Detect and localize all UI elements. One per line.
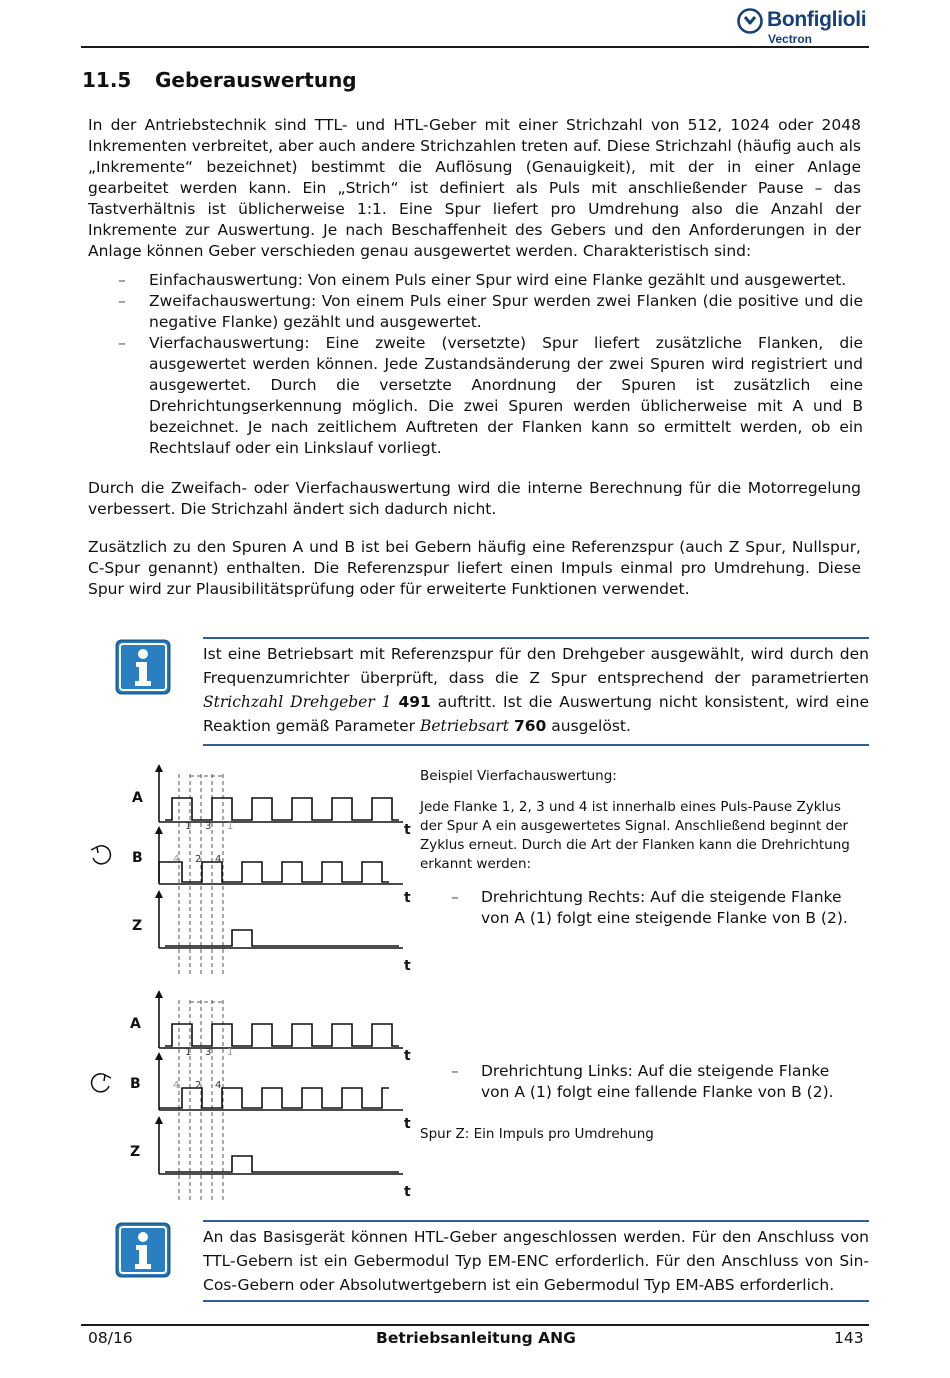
list-dash: – <box>118 334 126 352</box>
info-icon <box>115 639 171 695</box>
param-name: Betriebsart <box>419 717 510 735</box>
time-label: t <box>404 1048 411 1064</box>
footer-title: Betriebsanleitung ANG <box>376 1329 576 1347</box>
section-title: Geberauswertung <box>155 68 357 92</box>
footer-rule <box>81 1324 869 1326</box>
note-rule-bottom <box>203 1300 869 1302</box>
edge-number: 3 <box>205 1047 212 1058</box>
list-item: – Vierfachauswertung: Eine zweite (versetzte) Spur liefert zusätzliche Flanken, die ausgewertet werden können. Jede Zustandsänderung der zwei Spuren wird registriert und ausgewertet. Durch die versetzte Anordnung der Spuren ist zusätzlich eine Drehrichtungserkennung möglich. Die zwei Spuren werden üblicherweise mit A und B bezeichnet. Je nach zeitlichem Auftreten der Flanken kann so ermittelt werden, ob ein Rechtslauf oder ein Linkslauf vorliegt. <box>118 334 863 457</box>
track-z-label: Z <box>132 918 143 934</box>
edge-number: 4 <box>173 1080 180 1091</box>
note-rule-top <box>203 637 869 639</box>
brand-logo <box>735 6 875 48</box>
info-icon <box>115 1222 171 1278</box>
track-b-label: B <box>130 1076 141 1092</box>
paragraph-3: Zusätzlich zu den Spuren A und B ist bei Gebern häufig eine Referenzspur (auch Z Spur, Nullspur, C-Spur genannt) enthalten. Die Referenzspur liefert einen Impuls einmal pro Umdrehung. Diese Spur wird zur Plausibilitätsprüfung oder für erweiterte Funktionen verwendet. <box>88 538 861 598</box>
paragraph-2: Durch die Zweifach- oder Vierfachauswertung wird die interne Berechnung für die Motorregelung verbessert. Die Strichzahl ändert sich dadurch nicht. <box>88 479 861 518</box>
diagram-caption-title: Beispiel Vierfachauswertung: <box>420 768 617 784</box>
time-label: t <box>404 958 411 974</box>
edge-number: 2 <box>195 1080 202 1091</box>
track-a-label: A <box>132 790 143 806</box>
edge-number: 1 <box>227 821 234 832</box>
list-item: – Drehrichtung Links: Auf die steigende Flanke von A (1) folgt eine fallende Flanke von B (2). <box>451 1062 834 1101</box>
edge-number: 4 <box>215 854 222 865</box>
caption-z: Spur Z: Ein Impuls pro Umdrehung <box>420 1126 654 1142</box>
rotation-clockwise-icon <box>91 846 110 864</box>
brand-name: Bonfiglioli <box>767 8 867 31</box>
edge-number: 4 <box>173 854 180 865</box>
header-rule <box>81 46 869 48</box>
section-heading <box>82 68 357 92</box>
timing-group-right <box>91 768 411 974</box>
caption-right-list <box>451 887 851 929</box>
edge-number: 1 <box>227 1047 234 1058</box>
note-referenzspur: Ist eine Betriebsart mit Referenzspur für den Drehgeber ausgewählt, wird durch den Frequenzumrichter überprüft, dass die Z Spur entsprechend der parametrierten Strichzahl Drehgeber 1 491 auftritt. Ist die Auswertung nicht konsistent, wird eine Reaktion gemäß Parameter Betriebsart 760 ausgelöst. <box>203 645 869 735</box>
track-b-label: B <box>132 850 143 866</box>
timing-group-left <box>92 994 411 1200</box>
time-label: t <box>404 822 411 838</box>
brand-sub: Vectron <box>768 32 813 46</box>
time-label: t <box>404 1116 411 1132</box>
track-a-label: A <box>130 1016 141 1032</box>
note-rule-top <box>203 1220 869 1222</box>
edge-number: 3 <box>205 821 212 832</box>
section-number: 11.5 <box>82 68 132 92</box>
edge-number: 4 <box>215 1080 222 1091</box>
list-item: – Drehrichtung Rechts: Auf die steigende Flanke von A (1) folgt eine steigende Flanke von B (2). <box>451 888 848 927</box>
diagram-caption-body: Jede Flanke 1, 2, 3 und 4 ist innerhalb eines Puls-Pause Zyklus der Spur A ein ausgewertetes Signal. Anschließend beginnt der Zyklus erneut. Durch die Art der Flanken kann die Drehrichtung erkannt werden: <box>420 799 850 872</box>
list-dash: – <box>451 1062 459 1080</box>
note-rule-bottom <box>203 744 869 746</box>
time-label: t <box>404 890 411 906</box>
param-number: 491 <box>398 693 431 711</box>
list-dash: – <box>451 888 459 906</box>
list-dash: – <box>118 271 126 289</box>
edge-number: 1 <box>185 1047 192 1058</box>
note-geber-module: An das Basisgerät können HTL-Geber angeschlossen werden. Für den Anschluss von TTL-Gebern ist ein Gebermodul Typ EM-ENC erforderlich. Für den Anschluss von Sin-Cos-Gebern oder Absolutwertgebern ist ein Gebermodul Typ EM-ABS erforderlich. <box>203 1228 869 1294</box>
list-dash: – <box>118 292 126 310</box>
param-name: Strichzahl Drehgeber 1 <box>203 693 392 711</box>
time-label: t <box>404 1184 411 1200</box>
intro-paragraph: In der Antriebstechnik sind TTL- und HTL-Geber mit einer Strichzahl von 512, 1024 oder 2048 Inkrementen verbreitet, aber auch andere Strichzahlen treten auf. Diese Strichzahl (häufig auch als „Inkremente“ bezeichnet) bestimmt die Auflösung (Genauigkeit), mit der in einer Anlage gearbeitet werden kann. Ein „Strich“ ist definiert als Puls mit anschließender Pause – das Tastverhältnis ist üblicherweise 1:1. Eine Spur liefert pro Umdrehung also die Anzahl der Inkremente zur Auswertung. Je nach Beschaffenheit des Gebers und den Anforderungen in der Anlage können Geber verschieden genau ausgewertet werden. Charakteristisch sind: <box>88 116 861 260</box>
list-item: – Einfachauswertung: Von einem Puls einer Spur wird eine Flanke gezählt und ausgewertet. <box>118 271 847 289</box>
list-item: – Zweifachauswertung: Von einem Puls einer Spur werden zwei Flanken (die positive und die negative Flanke) gezählt und ausgewertet. <box>118 292 863 331</box>
page-number: 143 <box>834 1329 864 1347</box>
encoder-timing-diagram <box>85 762 420 1202</box>
edge-number: 1 <box>185 821 192 832</box>
rotation-counterclockwise-icon <box>92 1074 111 1092</box>
edge-number: 2 <box>195 854 202 865</box>
footer-date: 08/16 <box>88 1329 133 1347</box>
evaluation-list <box>88 270 863 459</box>
track-z-label: Z <box>130 1144 141 1160</box>
param-number: 760 <box>513 717 547 735</box>
caption-left-list <box>451 1061 861 1103</box>
bonfiglioli-logo-icon <box>737 8 763 34</box>
